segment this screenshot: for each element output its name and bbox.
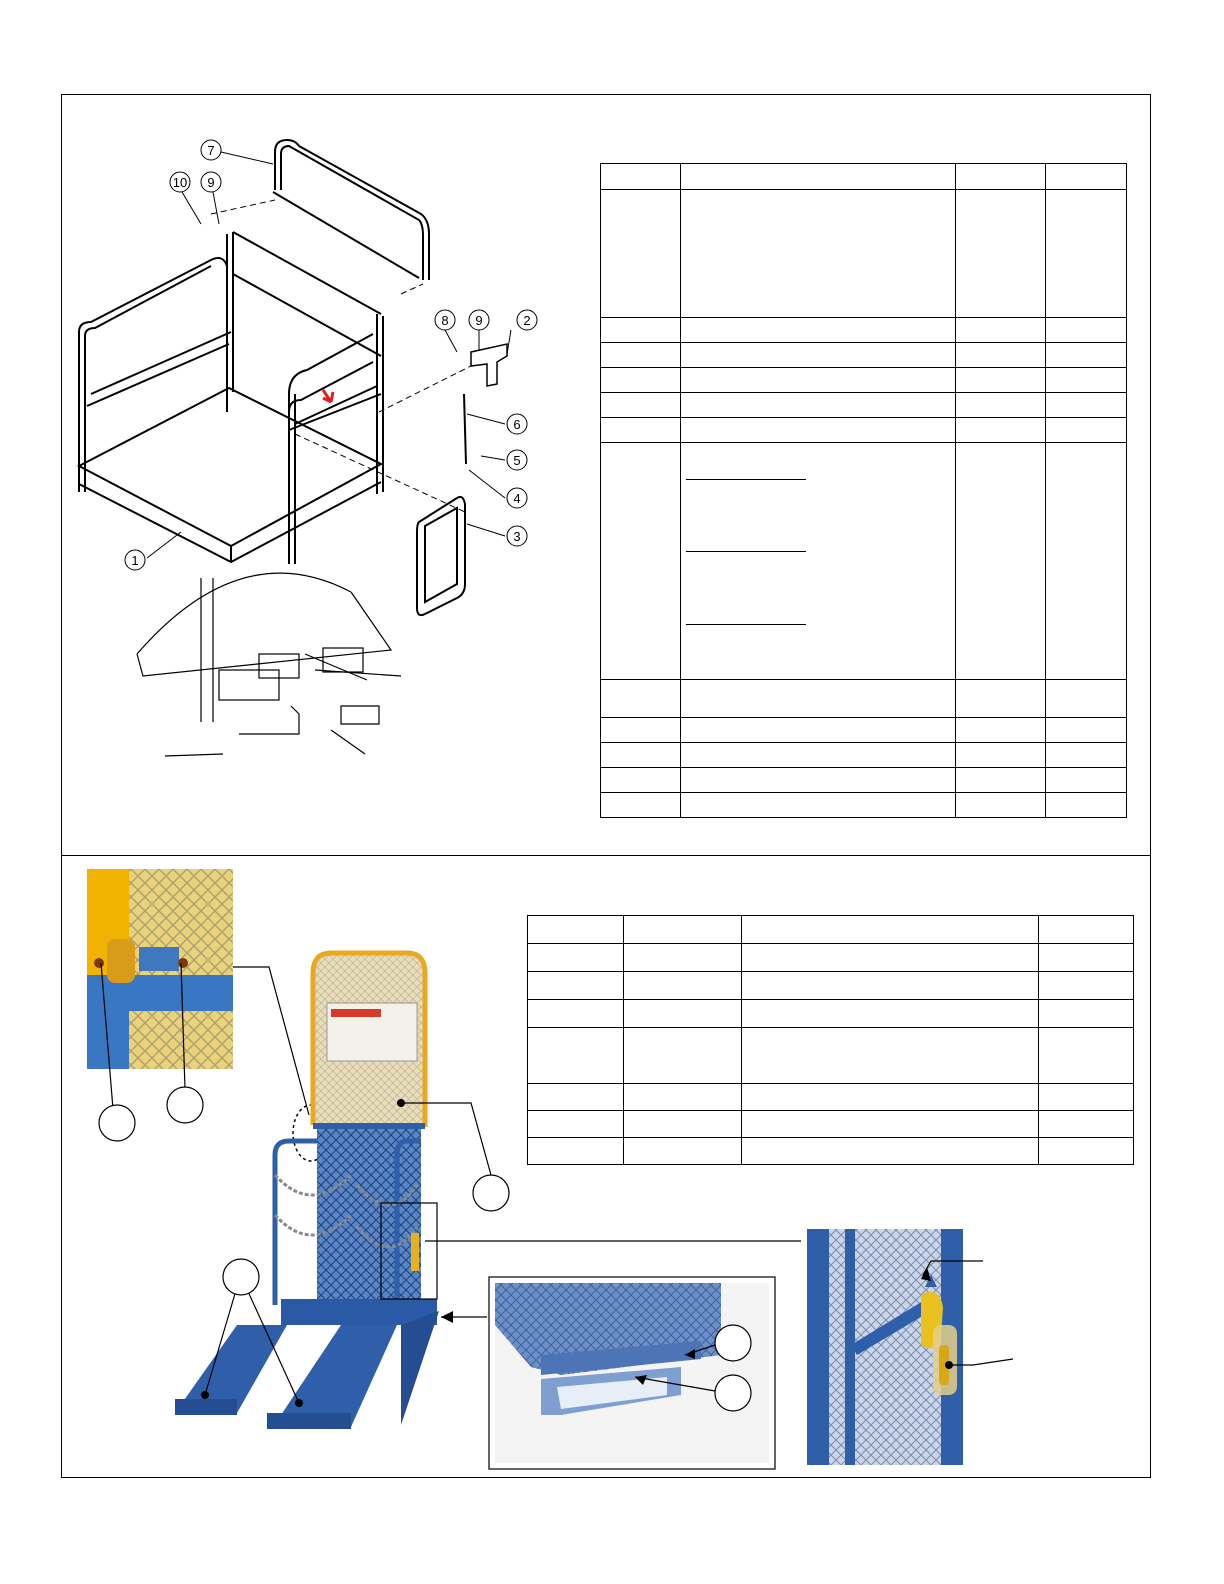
- callout-5-label: 5: [513, 453, 521, 468]
- callout-blank: [473, 1175, 509, 1211]
- table-row: [601, 368, 1127, 393]
- callout-6-label: 6: [513, 417, 521, 432]
- work-platform-illustration: [61, 855, 1151, 1478]
- callout-7-label: 7: [207, 143, 215, 158]
- table-row: [601, 318, 1127, 343]
- table-row: [601, 343, 1127, 368]
- table-row: [601, 743, 1127, 768]
- callout-blank: [167, 1087, 203, 1123]
- table-row: [601, 190, 1127, 318]
- exploded-parts-diagram: [61, 94, 601, 856]
- callout-9b-label: 9: [475, 313, 483, 328]
- underline: [686, 624, 806, 625]
- table-row: [601, 680, 1127, 718]
- parts-list-table: [600, 163, 1127, 818]
- table-row: [601, 443, 1127, 680]
- underline: [686, 479, 806, 480]
- callout-blank: [99, 1105, 135, 1141]
- callout-blank: [715, 1375, 751, 1411]
- red-arrow: [323, 390, 333, 402]
- latch-bracket: [471, 344, 507, 386]
- fork-pocket-inset: [489, 1277, 775, 1469]
- callout-4-label: 4: [513, 491, 521, 506]
- callout-2-label: 2: [523, 313, 531, 328]
- callout-1-label: 1: [131, 553, 139, 568]
- platform-frame: [79, 232, 383, 564]
- callout-blank: [223, 1259, 259, 1295]
- callout-8-label: 8: [441, 313, 449, 328]
- callout-3-label: 3: [513, 529, 521, 544]
- swing-gate: [417, 497, 465, 615]
- table-row: [601, 164, 1127, 190]
- latch-closeup-photo: [807, 1229, 963, 1465]
- table-row: [601, 768, 1127, 793]
- underline: [686, 551, 806, 552]
- table-row: [601, 393, 1127, 418]
- table-row: [601, 793, 1127, 818]
- callout-blank: [715, 1325, 751, 1361]
- detail-magnifier: [137, 573, 401, 756]
- hinge-closeup-photo: [87, 869, 233, 1069]
- table-row: [601, 718, 1127, 743]
- top-guard-rail: [273, 140, 429, 280]
- callout-10-label: 10: [172, 175, 188, 190]
- table-row: [601, 418, 1127, 443]
- callout-9-label: 9: [207, 175, 215, 190]
